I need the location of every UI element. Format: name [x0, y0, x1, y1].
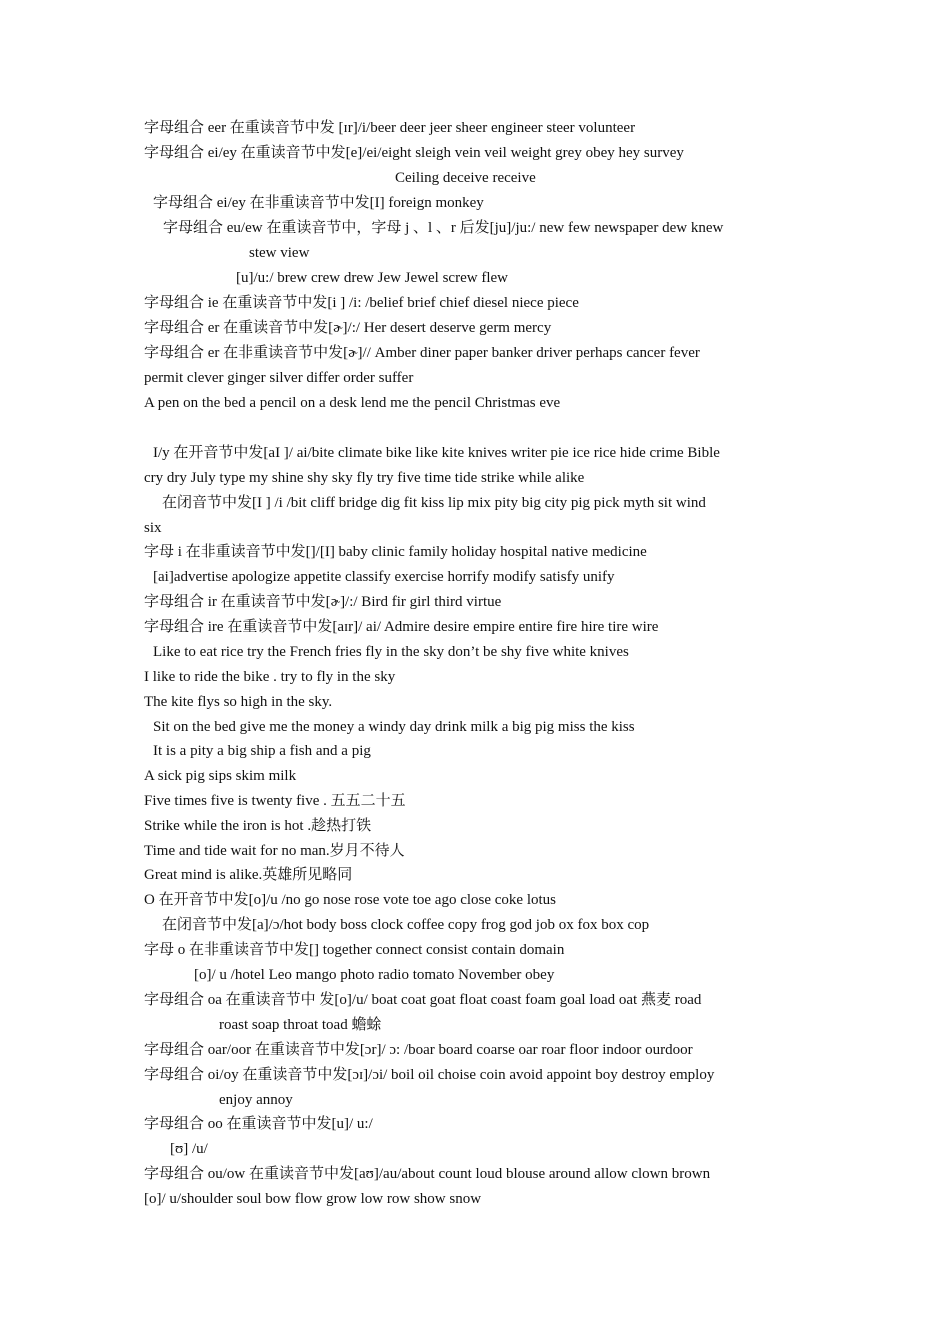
- text-line: [ai]advertise apologize appetite classify exercise horrify modify satisfy unify: [153, 569, 615, 585]
- text-line: A pen on the bed a pencil on a desk lend me the pencil Christmas eve: [144, 395, 561, 411]
- text-line: 字母组合 oo 在重读音节中发[u]/ u:/: [144, 1116, 373, 1132]
- text-line: I/y 在开音节中发[aI ]/ ai/bite climate bike like kite knives writer pie ice rice hide crime Bible: [153, 445, 720, 461]
- text-line: Like to eat rice try the French fries fly in the sky don’t be shy five white knives: [153, 644, 629, 660]
- text-line: 字母组合 ei/ey 在重读音节中发[e]/ei/eight sleigh vein veil weight grey obey hey survey: [144, 145, 684, 161]
- text-line: 字母组合 ou/ow 在重读音节中发[aʊ]/au/about count loud blouse around allow clown brown: [144, 1166, 711, 1182]
- text-line: 字母组合 er 在重读音节中发[ɚ]/:/ Her desert deserve germ mercy: [144, 320, 552, 336]
- text-line: 在闭音节中发[I ] /i /bit cliff bridge dig fit kiss lip mix pity big city pig pick myth sit wind: [162, 495, 706, 511]
- text-line: cry dry July type my shine shy sky fly try five time tide strike while alike: [144, 470, 585, 486]
- text-line: 字母组合 ire 在重读音节中发[aɪr]/ ai/ Admire desire empire entire fire hire tire wire: [144, 619, 659, 635]
- text-line: 字母组合 ei/ey 在非重读音节中发[I] foreign monkey: [153, 195, 484, 211]
- text-line: 字母组合 eer 在重读音节中发 [ɪr]/i/beer deer jeer sheer engineer steer volunteer: [144, 120, 636, 136]
- text-line: 字母组合 oar/oor 在重读音节中发[ɔr]/ ɔ: /boar board coarse oar roar floor indoor ourdoor: [144, 1042, 693, 1058]
- text-line: 字母 i 在非重读音节中发[]/[I] baby clinic family holiday hospital native medicine: [144, 544, 647, 560]
- text-line: 字母组合 oi/oy 在重读音节中发[ɔɪ]/ɔi/ boil oil choise coin avoid appoint boy destroy employ: [144, 1067, 715, 1083]
- text-line: [ʊ] /u/: [170, 1141, 208, 1157]
- text-line: permit clever ginger silver differ order suffer: [144, 370, 414, 386]
- text-line: 字母 o 在非重读音节中发[] together connect consist contain domain: [144, 942, 565, 958]
- text-line: Strike while the iron is hot .趁热打铁: [144, 818, 372, 834]
- text-line: Ceiling deceive receive: [395, 170, 536, 186]
- text-line: 字母组合 ie 在重读音节中发[i ] /i: /belief brief chief diesel niece piece: [144, 295, 579, 311]
- text-line: [o]/ u/shoulder soul bow flow grow low row show snow: [144, 1191, 482, 1207]
- text-line: O 在开音节中发[o]/u /no go nose rose vote toe ago close coke lotus: [144, 892, 557, 908]
- text-line: Time and tide wait for no man.岁月不待人: [144, 843, 405, 859]
- text-line: A sick pig sips skim milk: [144, 768, 297, 784]
- text-line: 字母组合 er 在非重读音节中发[ɚ]// Amber diner paper banker driver perhaps cancer fever: [144, 345, 700, 361]
- text-line: I like to ride the bike . try to fly in the sky: [144, 669, 396, 685]
- text-line: six: [144, 520, 162, 536]
- text-line: 字母组合 ir 在重读音节中发[ɚ]/:/ Bird fir girl third virtue: [144, 594, 502, 610]
- text-line: stew view: [249, 245, 310, 261]
- text-line: It is a pity a big ship a fish and a pig: [153, 743, 371, 759]
- text-line: Great mind is alike.英雄所见略同: [144, 867, 353, 883]
- text-line: enjoy annoy: [219, 1092, 293, 1108]
- text-line: roast soap throat toad 蟾蜍: [219, 1017, 382, 1033]
- text-line: The kite flys so high in the sky.: [144, 694, 333, 710]
- text-line: 在闭音节中发[a]/ɔ/hot body boss clock coffee copy frog god job ox fox box cop: [162, 917, 650, 933]
- text-line: Five times five is twenty five . 五五二十五: [144, 793, 406, 809]
- text-line: 字母组合 eu/ew 在重读音节中，字母 j 、l 、r 后发[ju]/ju:/ new few newspaper dew knew: [163, 220, 724, 236]
- text-line: Sit on the bed give me the money a windy day drink milk a big pig miss the kiss: [153, 719, 635, 735]
- text-line: [u]/u:/ brew crew drew Jew Jewel screw flew: [236, 270, 508, 286]
- text-line: [o]/ u /hotel Leo mango photo radio tomato November obey: [194, 967, 555, 983]
- text-line: 字母组合 oa 在重读音节中 发[o]/u/ boat coat goat float coast foam goal load oat 燕麦 road: [144, 992, 702, 1008]
